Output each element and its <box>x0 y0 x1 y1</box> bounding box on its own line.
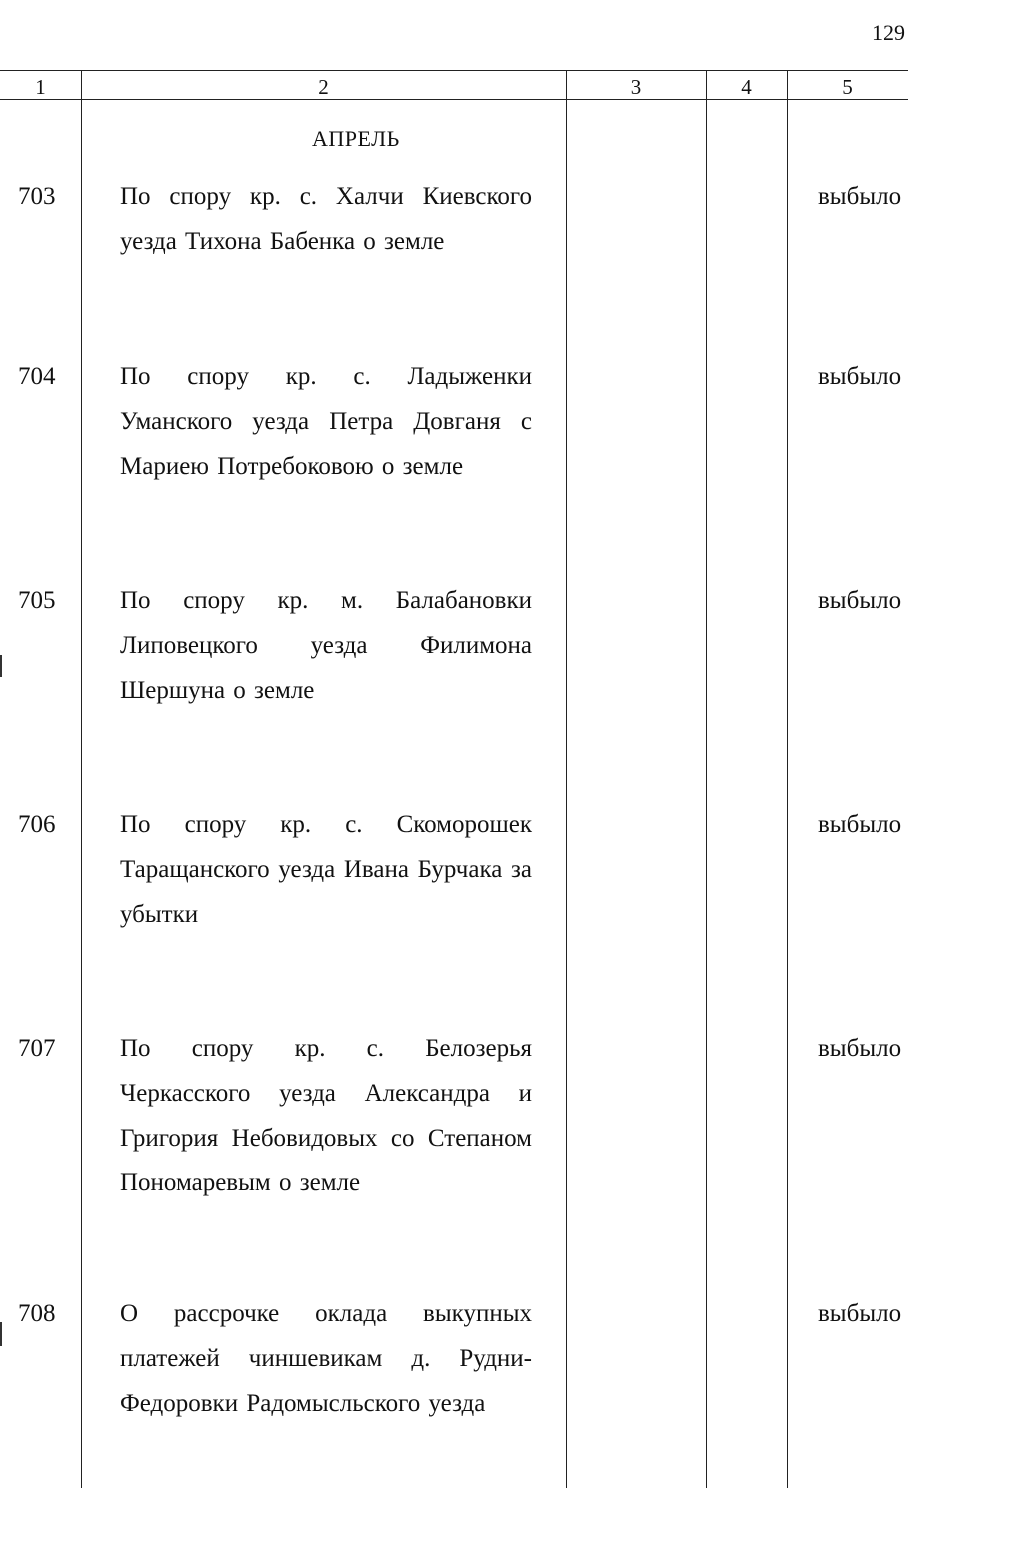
entry-status: выбыло <box>818 1035 902 1062</box>
entry-number: 706 <box>18 811 56 838</box>
column-header-3: 3 <box>630 75 642 99</box>
entry-description: По спору кр. с. Белозерья Черкасского уезда Александра и Григория Небовидовых со Степаном Пономаревым о земле <box>120 1035 532 1197</box>
column-header-4: 4 <box>741 75 752 99</box>
entry-status: выбыло <box>818 363 902 390</box>
entry-number: 708 <box>18 1300 56 1327</box>
column-divider-1 <box>81 70 82 1488</box>
page-number: 129 <box>872 20 905 45</box>
entry-status: выбыло <box>818 811 902 838</box>
scan-edge-mark <box>0 1322 2 1346</box>
entry-status: выбыло <box>818 183 902 210</box>
entry-description: О рассрочке оклада выкупных платежей чиншевикам д. Рудни-Федоровки Радомысльского уезда <box>120 1300 532 1417</box>
entry-description: По спору кр. с. Скоморошек Таращанского уезда Ивана Бурчака за убытки <box>120 811 532 928</box>
entry-number: 707 <box>18 1035 56 1062</box>
entry-description: По спору кр. с. Ладыженки Уманского уезда Петра Довганя с Мариею Потребоковою о земле <box>120 363 532 480</box>
column-divider-4 <box>787 70 788 1488</box>
entry-description: По спору кр. с. Халчи Киевского уезда Тихона Бабенка о земле <box>120 183 532 255</box>
entry-status: выбыло <box>818 587 902 614</box>
entry-description: По спору кр. м. Балабановки Липовецкого уезда Филимона Шершуна о земле <box>120 587 532 704</box>
column-header-1: 1 <box>35 75 46 99</box>
table-top-rule <box>0 70 908 71</box>
column-divider-2 <box>566 70 567 1488</box>
entry-number: 705 <box>18 587 56 614</box>
column-header-5: 5 <box>842 75 853 99</box>
month-heading: АПРЕЛЬ <box>312 126 400 151</box>
entry-number: 703 <box>18 183 56 210</box>
column-header-2: 2 <box>318 75 329 99</box>
column-divider-3 <box>706 70 707 1488</box>
entry-status: выбыло <box>818 1300 902 1327</box>
entry-number: 704 <box>18 363 56 390</box>
scan-edge-mark <box>0 655 2 677</box>
